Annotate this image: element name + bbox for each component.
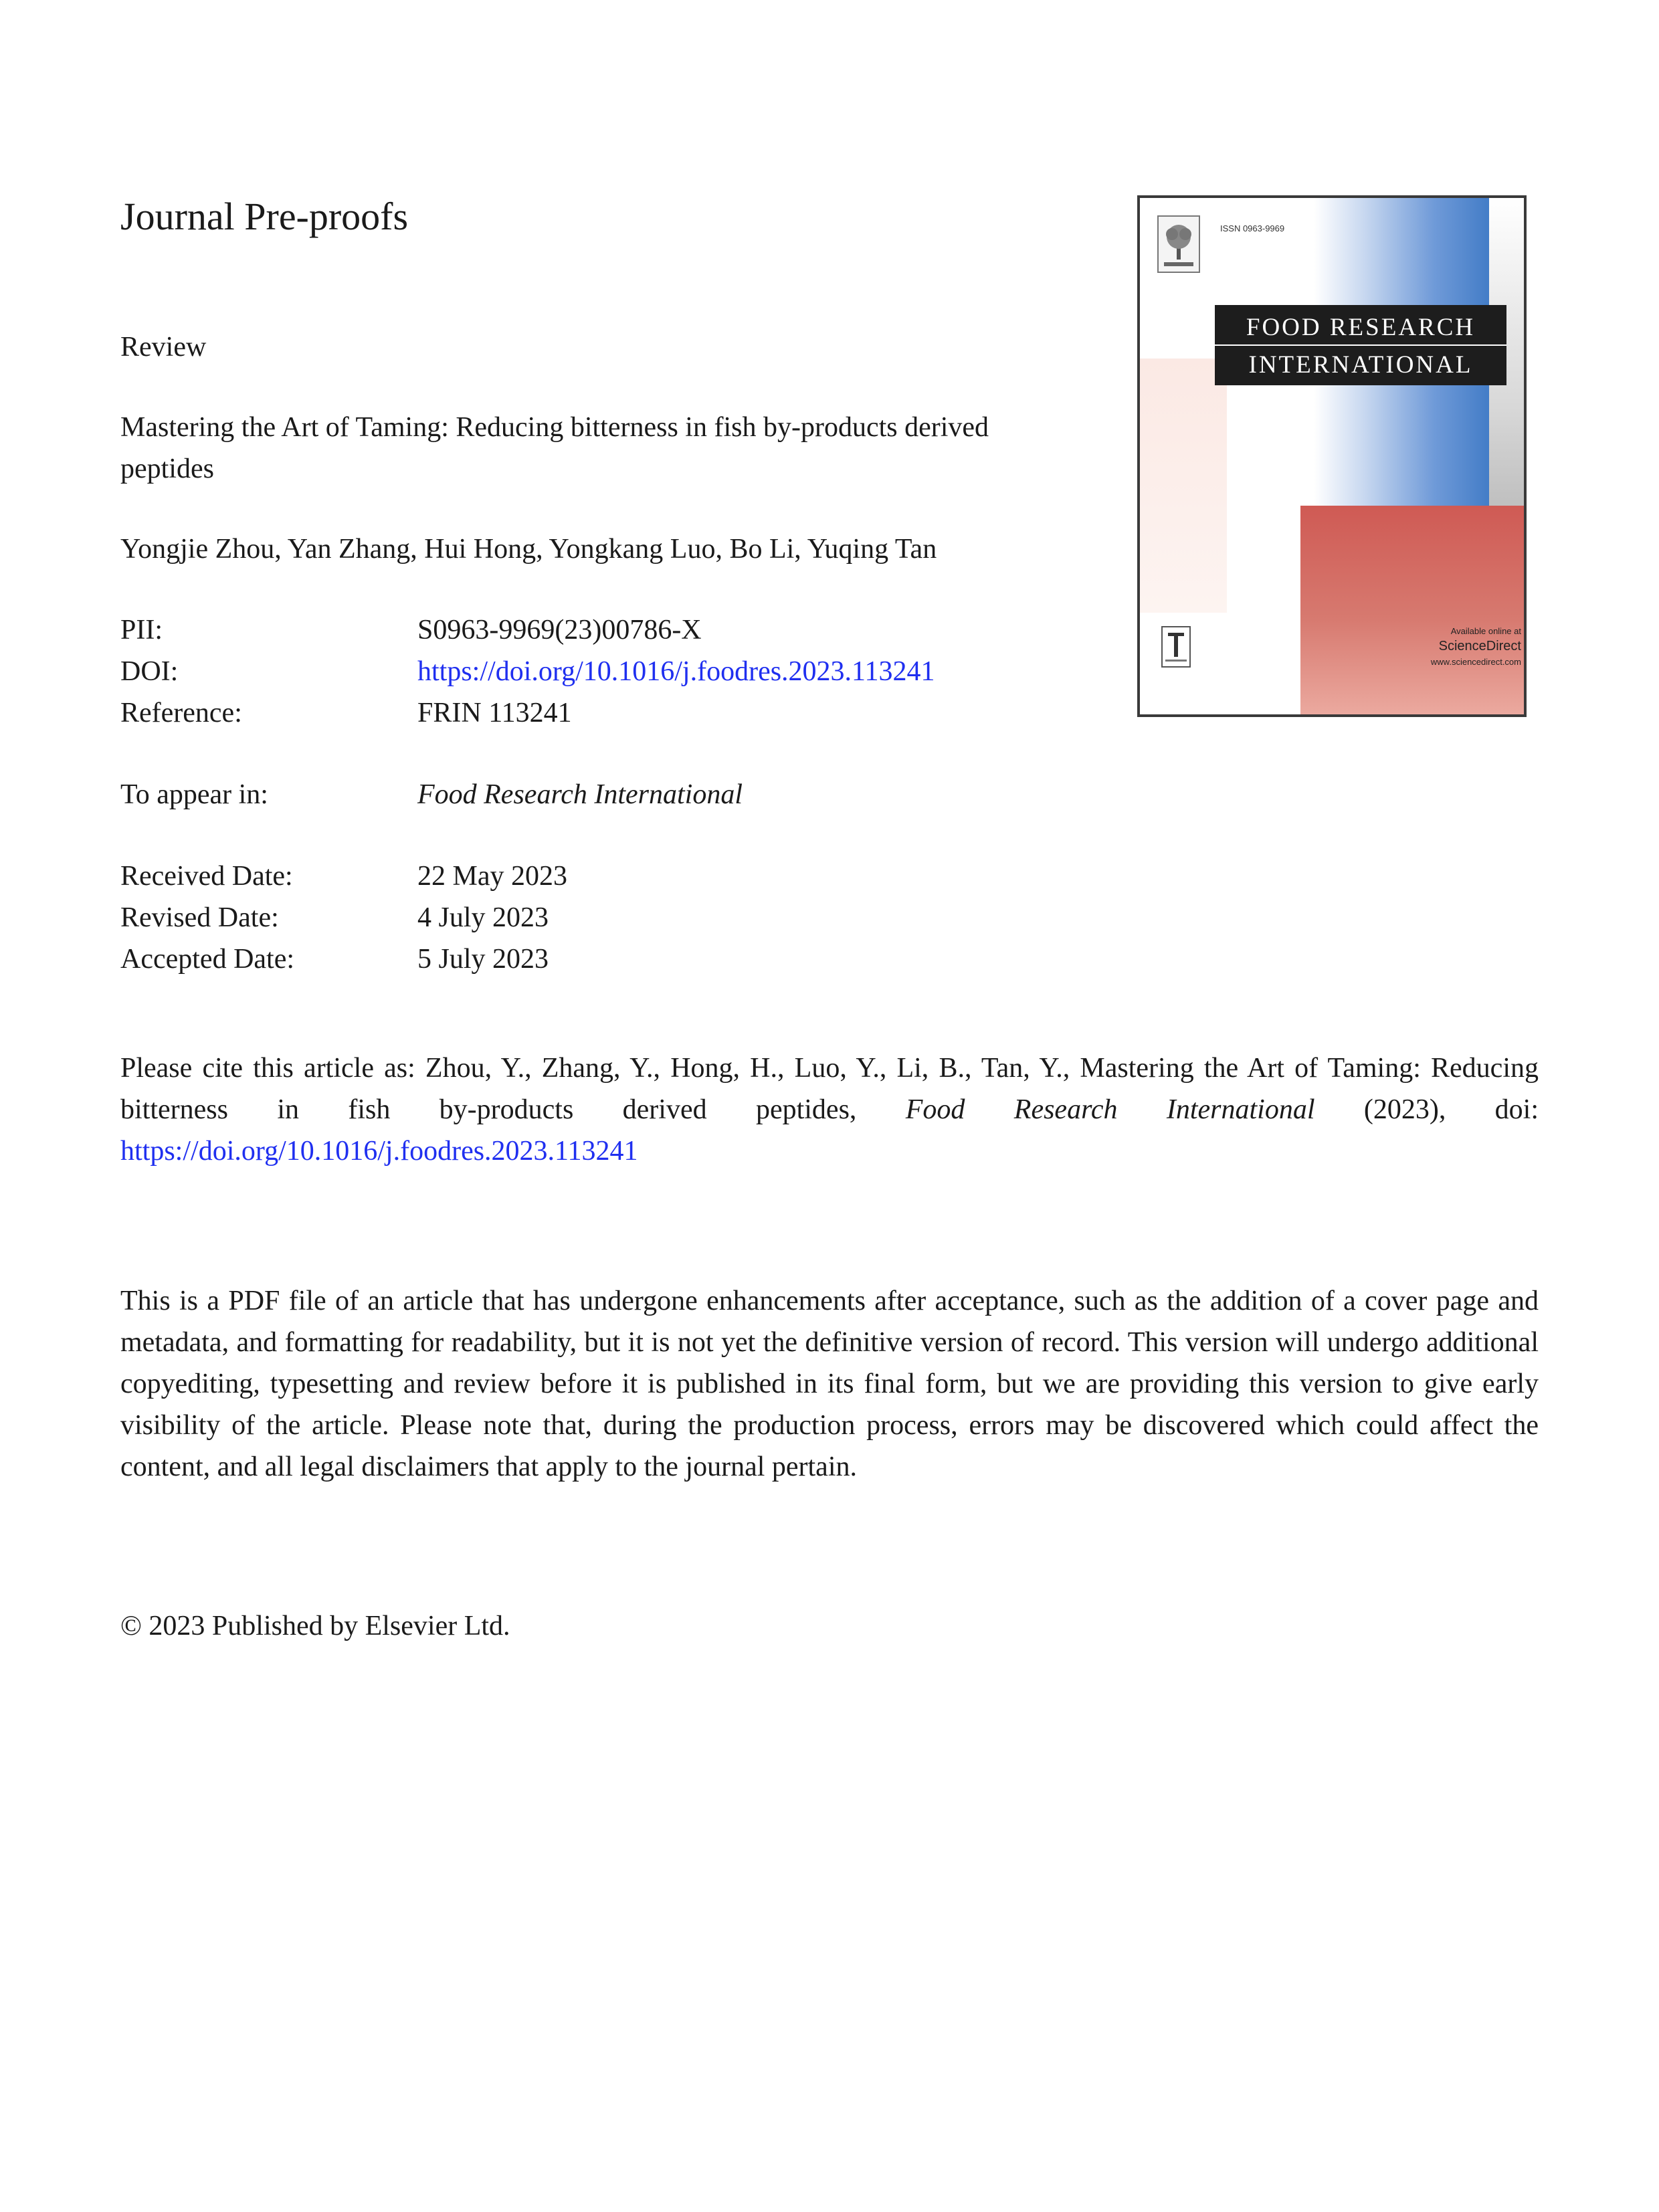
citation-paragraph xyxy=(120,1047,1539,1172)
author-list: Yongjie Zhou, Yan Zhang, Hui Hong, Yongkang Luo, Bo Li, Yuqing Tan xyxy=(120,534,937,565)
reference-value: FRIN 113241 xyxy=(417,698,572,728)
pii-value: S0963-9969(23)00786-X xyxy=(417,615,702,645)
sciencedirect-url: www.sciencedirect.com xyxy=(1430,657,1521,667)
revised-date-label: Revised Date: xyxy=(120,902,279,933)
cover-red-panel xyxy=(1300,506,1525,714)
received-date-label: Received Date: xyxy=(120,861,293,892)
cover-title-divider xyxy=(1215,344,1506,346)
page-title: Journal Pre-proofs xyxy=(120,195,409,238)
cover-title-line-1: FOOD RESEARCH xyxy=(1246,314,1476,341)
citation-journal: Food Research International xyxy=(905,1094,1315,1125)
accepted-date-value: 5 July 2023 xyxy=(417,944,549,975)
reference-label: Reference: xyxy=(120,698,242,728)
article-title-line-1: Mastering the Art of Taming: Reducing bitterness in fish by-products derived xyxy=(120,412,989,443)
received-date-value: 22 May 2023 xyxy=(417,861,567,892)
available-online-text: Available online at xyxy=(1450,626,1521,636)
cover-title-line-2: INTERNATIONAL xyxy=(1248,351,1473,379)
cover-issn: ISSN 0963-9969 xyxy=(1220,223,1285,233)
pii-label: PII: xyxy=(120,615,163,645)
citation-doi-link[interactable]: https://doi.org/10.1016/j.foodres.2023.113241 xyxy=(120,1136,638,1167)
citation-text: Please cite this article as: Zhou, Y., Zhang, Y., Hong, H., Luo, Y., Li, B., Tan, Y., Mastering the Art of Taming: Reducing bitterness in fish by-products derived peptides, xyxy=(120,1053,1539,1125)
accepted-date-label: Accepted Date: xyxy=(120,944,295,975)
appear-in-label: To appear in: xyxy=(120,779,268,810)
doi-link[interactable]: https://doi.org/10.1016/j.foodres.2023.113241 xyxy=(417,656,935,687)
elsevier-tree-logo-icon xyxy=(1157,215,1200,273)
sciencedirect-logo-text: ScienceDirect xyxy=(1438,639,1521,653)
journal-cover-image xyxy=(1137,195,1527,717)
article-title-line-2: peptides xyxy=(120,454,214,484)
article-type: Review xyxy=(120,332,207,363)
society-logo-icon xyxy=(1161,626,1191,668)
cover-peach-panel xyxy=(1140,359,1227,613)
appear-in-journal: Food Research International xyxy=(417,779,743,810)
disclaimer-paragraph: This is a PDF file of an article that has undergone enhancements after acceptance, such as the addition of a cover page and metadata, and formatting for readability, but it is not yet the definitive version of record. This version will undergo additional copyediting, typesetting and review before it is published in its final form, but we are providing this version to give early visibility of the article. Please note that, during the production process, errors may be discovered which could affect the content, and all legal disclaimers that apply to the journal pertain. xyxy=(120,1286,1539,1482)
doi-label: DOI: xyxy=(120,656,179,687)
revised-date-value: 4 July 2023 xyxy=(417,902,549,933)
copyright-notice: © 2023 Published by Elsevier Ltd. xyxy=(120,1611,510,1641)
citation-year-doi: (2023), doi: xyxy=(1314,1094,1539,1125)
sciencedirect-badge xyxy=(1381,626,1521,667)
